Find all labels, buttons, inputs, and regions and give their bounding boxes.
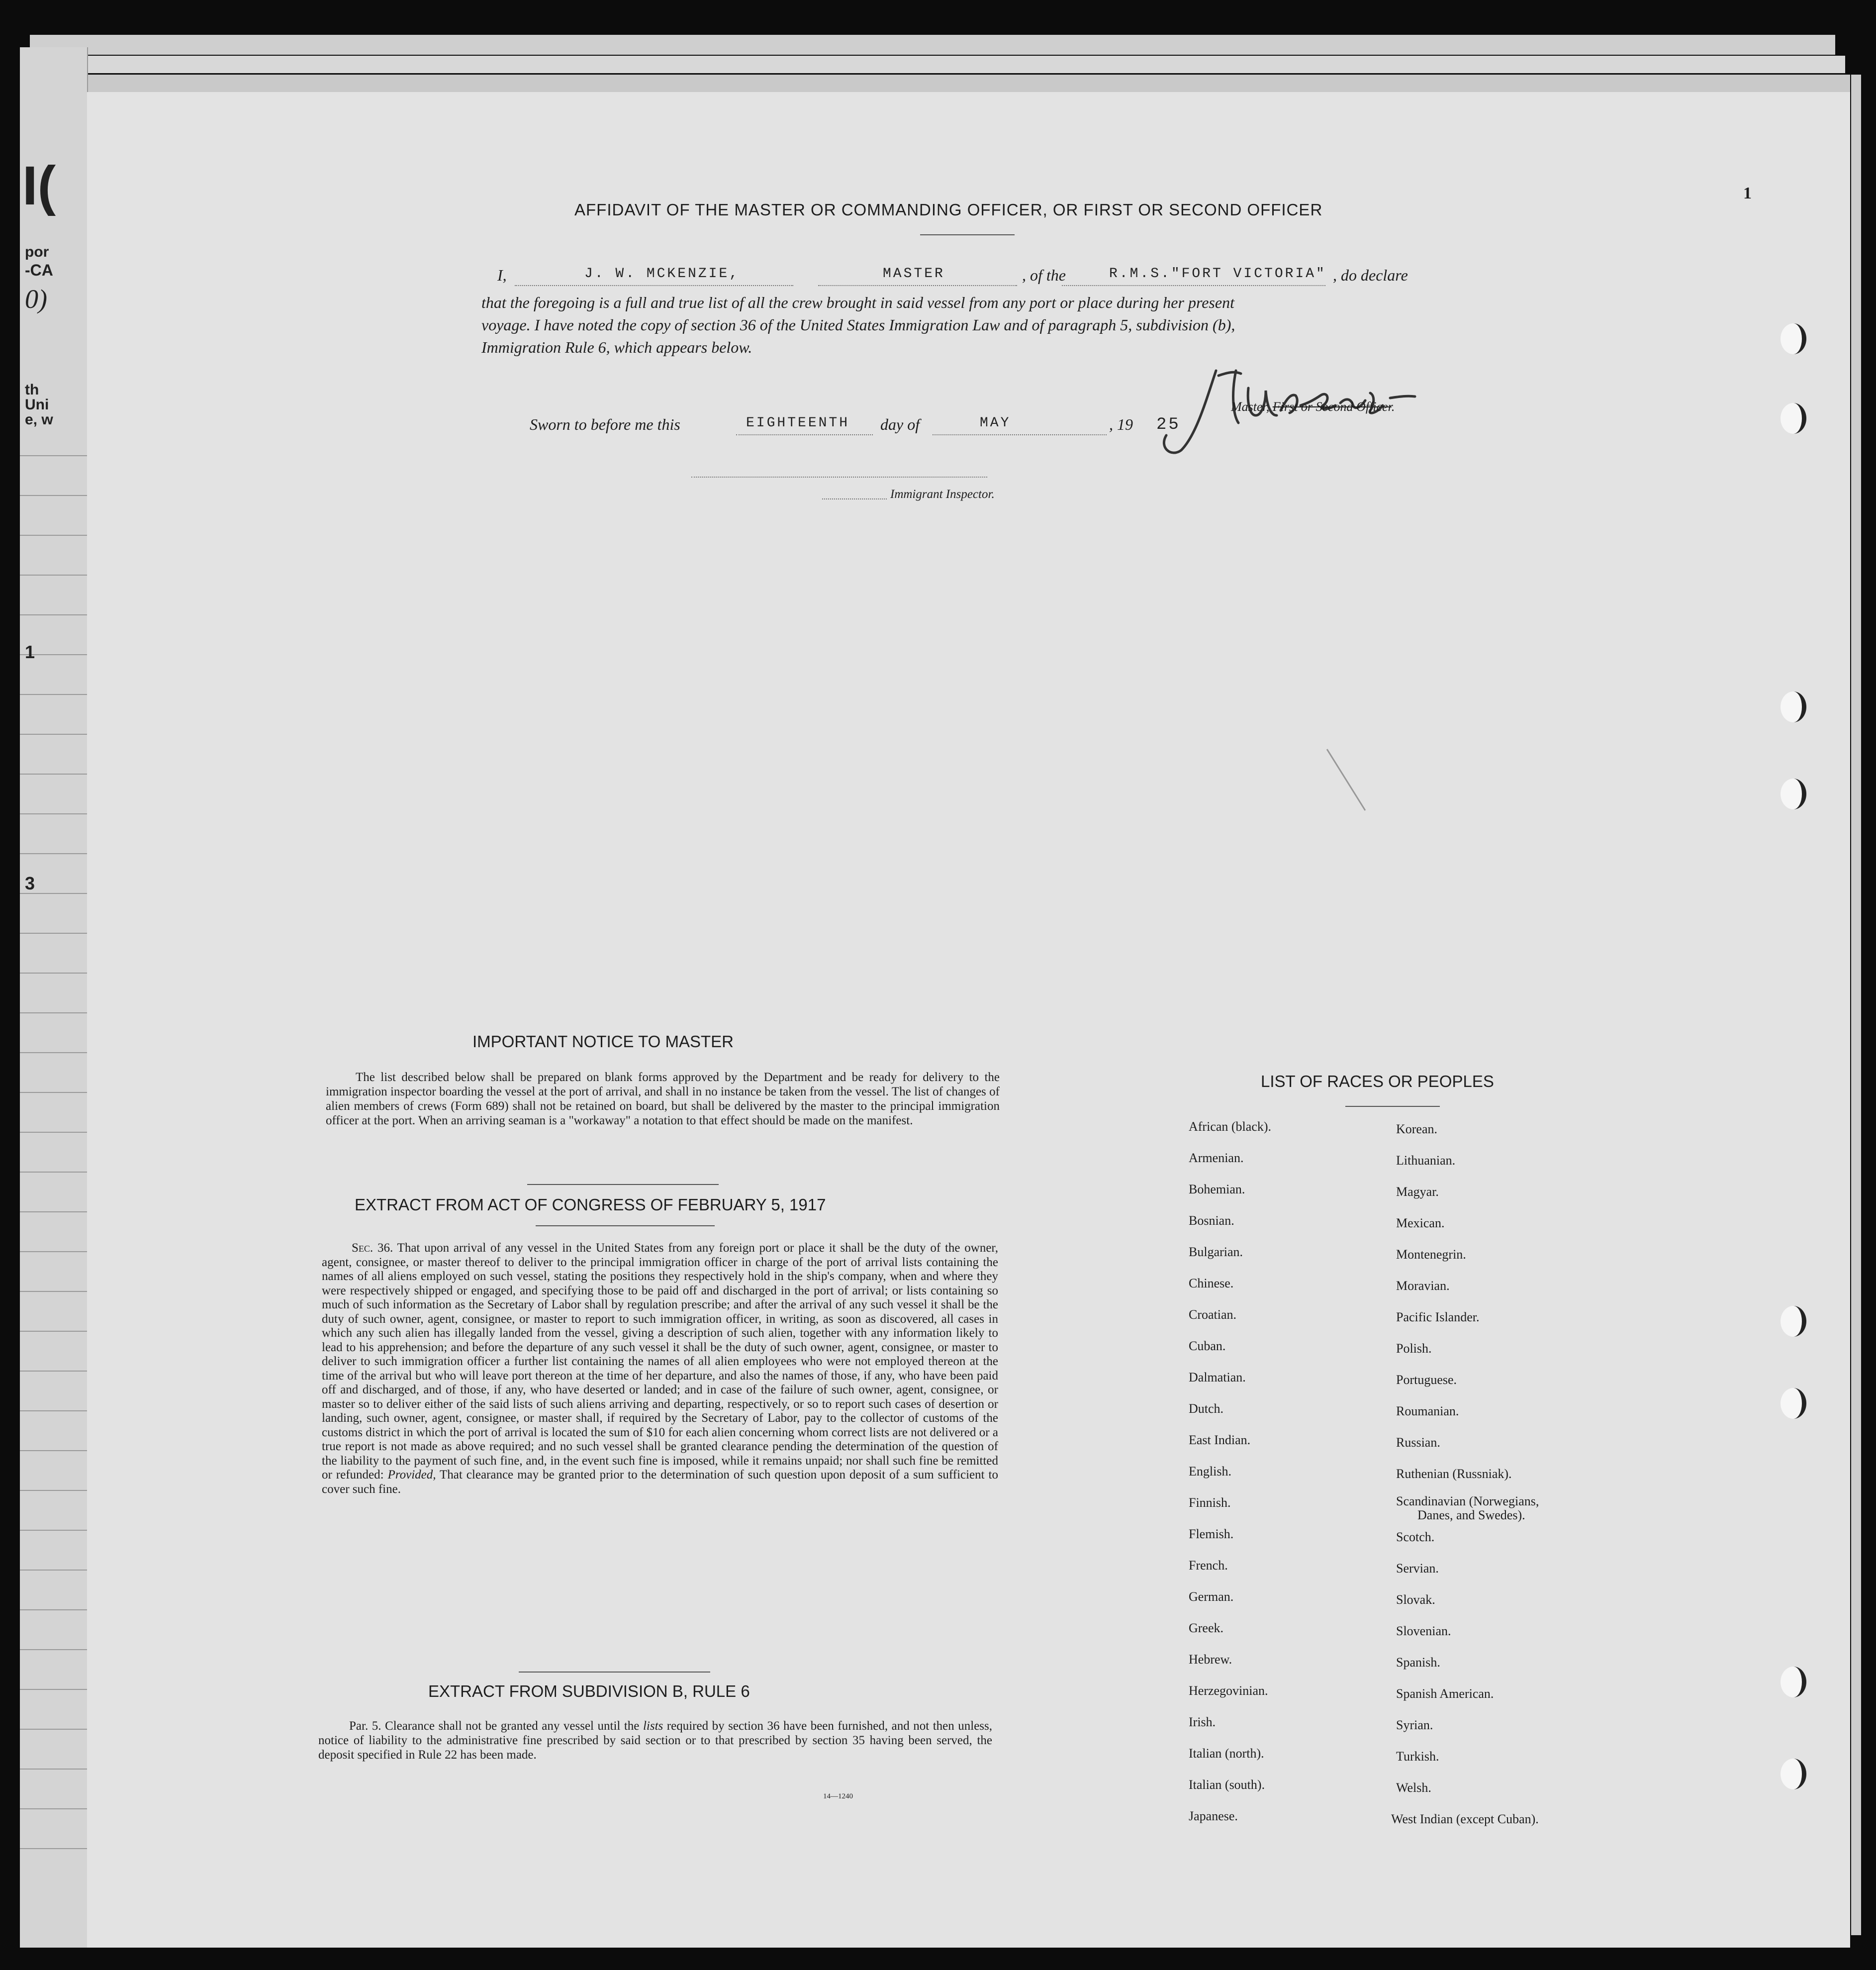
races-rule	[1345, 1106, 1440, 1107]
pronoun: I,	[497, 266, 507, 284]
race-left: Irish.	[1189, 1715, 1216, 1729]
sheet-edge-top	[30, 56, 1845, 73]
race-right: Syrian.	[1396, 1718, 1433, 1732]
race-right: Spanish.	[1396, 1655, 1440, 1670]
race-right: Russian.	[1396, 1435, 1440, 1450]
punch-hole	[1781, 1759, 1806, 1789]
race-left: French.	[1189, 1558, 1228, 1573]
rule-lists-word: lists	[643, 1719, 663, 1733]
race-right: Korean.	[1396, 1122, 1438, 1136]
race-left: Croatian.	[1189, 1307, 1237, 1322]
race-right: West Indian (except Cuban).	[1391, 1812, 1539, 1826]
notice-text: The list described below shall be prepared on blank forms approved by the Department and be ready for delivery to the immigration inspector boarding the vessel at the port of arrival, and shall in no instance be taken from the vessel. The list of changes of alien members of crews (Form 689) shall not be retained on board, but shall be delivered by the master to the principal immigration officer at the port. When an arriving seaman is a "workaway" a notation to that effect should be made on the manifest.	[326, 1071, 1000, 1127]
day-line	[736, 434, 873, 435]
rank-line	[818, 285, 1017, 286]
of-the-label: , of the	[1022, 266, 1066, 284]
punch-hole	[1781, 1306, 1806, 1337]
race-left: Italian (north).	[1189, 1746, 1264, 1761]
stray-mark	[1326, 749, 1366, 811]
notice-title: IMPORTANT NOTICE TO MASTER	[472, 1032, 734, 1051]
rule-text-b: required by section 36 have been furnished, and not then unless, notice of liability to the administrative fine prescribed by said section or to that prescribed by section 35 having been served, the deposit specified in Rule 22 has been made.	[318, 1719, 993, 1762]
act-text	[322, 1241, 998, 1496]
race-right: Portuguese.	[1396, 1373, 1457, 1387]
notice-rule	[527, 1184, 719, 1185]
race-left: Dalmatian.	[1189, 1370, 1246, 1384]
race-left: Hebrew.	[1189, 1652, 1232, 1667]
race-left: Cuban.	[1189, 1339, 1226, 1353]
race-left: Flemish.	[1189, 1527, 1234, 1541]
sworn-day: EIGHTEENTH	[746, 415, 850, 431]
race-left: Herzegovinian.	[1189, 1683, 1268, 1698]
race-right: Welsh.	[1396, 1780, 1431, 1795]
race-left: Bosnian.	[1189, 1213, 1234, 1228]
act-rule	[536, 1225, 715, 1226]
sworn-label: Sworn to before me this	[530, 415, 680, 433]
rule-text-a: Par. 5. Clearance shall not be granted any vessel until the	[349, 1719, 640, 1733]
inspector-caption-leader	[822, 498, 887, 499]
race-left: German.	[1189, 1589, 1234, 1604]
do-declare-label: , do declare	[1333, 266, 1408, 284]
act-provided: Provided,	[387, 1468, 436, 1481]
act-body-end: That clearance may be granted prior to the determination of such question upon deposit of a sum sufficient to cover such fine.	[322, 1468, 999, 1496]
rank: MASTER	[883, 266, 945, 282]
underlying-page-strip	[20, 47, 88, 1948]
sworn-month: MAY	[980, 415, 1011, 431]
race-right: Servian.	[1396, 1561, 1439, 1576]
margin-fragment: 3	[25, 873, 35, 893]
affidavit-body: Immigration Rule 6, which appears below.	[481, 338, 752, 356]
race-left: East Indian.	[1189, 1433, 1251, 1447]
caption-struck: First or Second Officer	[1272, 399, 1392, 414]
vessel-line	[1062, 285, 1325, 286]
form-number: 14—1240	[823, 1792, 853, 1800]
affidavit-body: voyage. I have noted the copy of section 36 of the United States Immigration Law and of paragraph 5, subdivision (b),	[481, 316, 1235, 334]
race-left: African (black).	[1189, 1119, 1272, 1134]
punch-hole	[1781, 323, 1806, 354]
year-prefix: , 19	[1109, 415, 1133, 433]
rule-text	[318, 1719, 992, 1762]
page-mark: 1	[1743, 184, 1752, 202]
inspector-caption: Immigrant Inspector.	[890, 488, 995, 501]
punch-hole	[1781, 403, 1806, 434]
margin-fragment: th	[25, 382, 39, 398]
name-line	[515, 285, 793, 286]
race-right: Slovak.	[1396, 1592, 1435, 1607]
race-left: Finnish.	[1189, 1495, 1231, 1510]
margin-fragment: I(	[22, 155, 56, 216]
margin-fragment: Uni	[25, 396, 49, 413]
act-end-rule	[519, 1672, 710, 1673]
rule-title: EXTRACT FROM SUBDIVISION B, RULE 6	[428, 1682, 750, 1700]
day-of-label: day of	[880, 415, 920, 433]
race-right: Moravian.	[1396, 1279, 1450, 1293]
race-left: Dutch.	[1189, 1401, 1224, 1416]
sheet-edge-top	[60, 75, 1850, 92]
race-right: Lithuanian.	[1396, 1153, 1456, 1168]
race-left: Japanese.	[1189, 1809, 1238, 1823]
margin-fragment: 0)	[25, 284, 47, 314]
margin-fragment: -CA	[25, 261, 53, 279]
race-right: Scotch.	[1396, 1530, 1435, 1544]
act-body: That upon arrival of any vessel in the United States from any foreign port or place it shall be the duty of the owner, agent, consignee, or master thereof to deliver to the principal immigration officer in charge of the port of arrival lists containing the names of all aliens employed on such vessel, stating the positions they respectively hold in the ship's company, when and where they were respectively shipped or engaged, and specifying those to be paid off and discharged in the port of arrival; or lists containing so much of such information as the Secretary of Labor shall by regulation prescribe; and after the arrival of any such vessel it shall be the duty of such owner, agent, consignee, or master to report to such immigration officer, in writing, as soon as discovered, all cases in which any such alien has illegally landed from the vessel, giving a description of such alien, together with any information likely to lead to his apprehension; and before the departure of any such vessel it shall be the duty of such owner, agent, consignee, or master to deliver to such immigration officer a further list containing the names of all alien employees who were not employed thereon at the time of the arrival but who will leave port thereon at the time of her departure, and also the names of those, if any, who have been paid off and discharged, and of those, if any, who have deserted or landed; and in case of the failure of such owner, agent, consignee, or master so to deliver either of the said lists of such aliens arriving and departing, respectively, or so to report such cases of desertion or landing, such owner, agent, consignee, or master shall, if required by the Secretary of Labor, pay to the collector of customs of the customs district in which the port of arrival is located the sum of $10 for each alien concerning whom correct lists are not delivered or a true report is not made as above required; and no such vessel shall be granted clearance pending the determination of the question of the liability to the payment of such fine, and, in the event such fine is imposed, while it remains unpaid; nor shall such fine be remitted or refunded:	[322, 1241, 998, 1481]
sheet-edge-top	[30, 35, 1835, 55]
race-right: Polish.	[1396, 1341, 1432, 1356]
race-right: Scandinavian (Norwegians,	[1396, 1494, 1539, 1508]
race-right: Magyar.	[1396, 1184, 1439, 1199]
race-left: Greek.	[1189, 1621, 1224, 1635]
punch-hole	[1781, 779, 1806, 809]
race-left: Bulgarian.	[1189, 1245, 1243, 1259]
margin-fragment: por	[25, 244, 49, 260]
race-left: English.	[1189, 1464, 1231, 1478]
race-left: Chinese.	[1189, 1276, 1234, 1290]
affidavit-body: that the foregoing is a full and true list of all the crew brought in said vessel from any port or place during her present	[481, 294, 1234, 311]
race-right: Roumanian.	[1396, 1404, 1459, 1418]
race-left: Bohemian.	[1189, 1182, 1245, 1196]
affidavit-title: AFFIDAVIT OF THE MASTER OR COMMANDING OFFICER, OR FIRST OR SECOND OFFICER	[574, 200, 1323, 219]
sheet-edge-right	[1851, 75, 1861, 1935]
sworn-year: 25	[1156, 415, 1181, 434]
act-sec-label: Sec. 36.	[352, 1241, 393, 1255]
race-right: Spanish American.	[1396, 1686, 1494, 1701]
caption-master: Master,	[1231, 399, 1273, 414]
punch-hole	[1781, 1388, 1806, 1419]
vessel-name: R.M.S."FORT VICTORIA"	[1109, 266, 1326, 282]
margin-fragment: 1	[25, 642, 35, 662]
caption-suffix: .	[1391, 399, 1395, 414]
race-right: Pacific Islander.	[1396, 1310, 1480, 1324]
race-right: Slovenian.	[1396, 1624, 1451, 1638]
race-right: Ruthenian (Russniak).	[1396, 1467, 1512, 1481]
inspector-signature-line	[691, 477, 987, 478]
month-line	[933, 434, 1107, 435]
margin-fragment: e, w	[25, 411, 53, 428]
punch-hole	[1781, 1667, 1806, 1697]
race-right: Danes, and Swedes).	[1417, 1508, 1525, 1522]
act-title: EXTRACT FROM ACT OF CONGRESS OF FEBRUARY 5, 1917	[355, 1195, 826, 1214]
race-right: Turkish.	[1396, 1749, 1439, 1764]
race-right: Mexican.	[1396, 1216, 1445, 1230]
affidavit-page	[87, 92, 1850, 1948]
punch-hole	[1781, 691, 1806, 722]
race-left: Armenian.	[1189, 1151, 1244, 1165]
race-left: Italian (south).	[1189, 1777, 1265, 1792]
master-name: J. W. MCKENZIE,	[584, 266, 740, 282]
race-right: Montenegrin.	[1396, 1247, 1466, 1262]
title-rule	[920, 234, 1015, 235]
races-title: LIST OF RACES OR PEOPLES	[1261, 1072, 1494, 1090]
signature-caption	[1231, 399, 1395, 414]
